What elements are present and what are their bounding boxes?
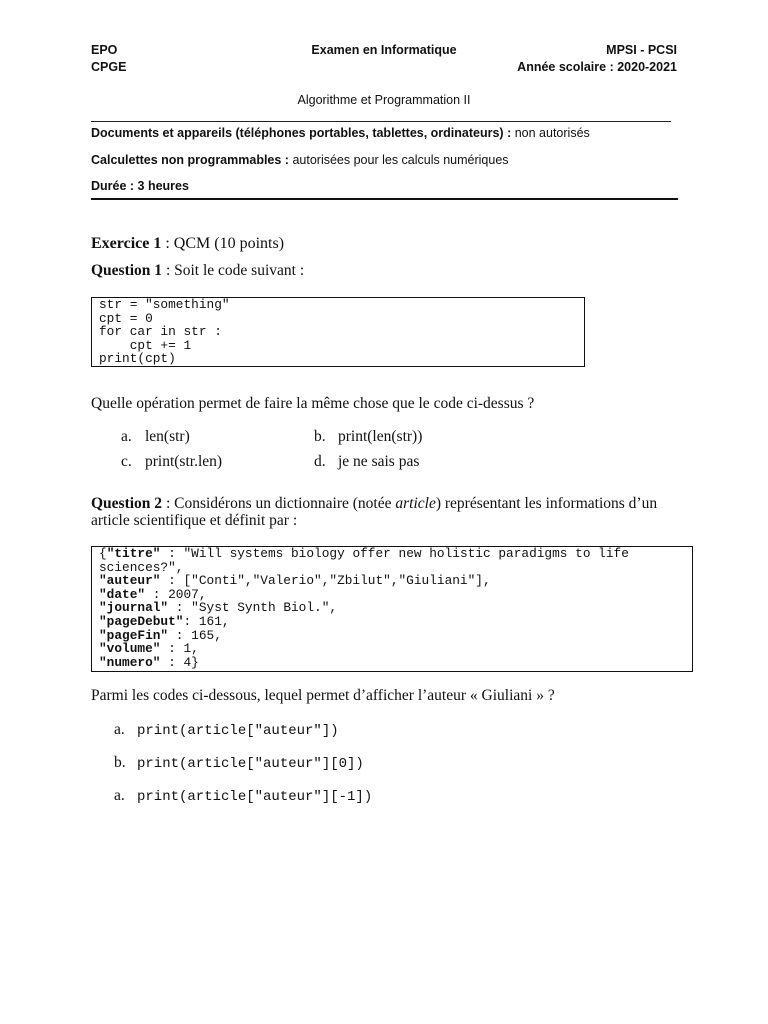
question1-prompt: Quelle opération permet de faire la même chose que le code ci-dessus ? <box>91 395 535 412</box>
code-key: "pageDebut" <box>99 613 184 629</box>
code-key: "date" <box>99 586 146 602</box>
question1-text: : Soit le code suivant : <box>165 262 305 279</box>
option-letter: c. <box>121 453 132 470</box>
question2-prompt: Parmi les codes ci-dessous, lequel permet d’afficher l’auteur « Giuliani » ? <box>91 687 555 704</box>
question2-label: Question 2 <box>91 495 163 512</box>
question1-option-b <box>314 428 422 446</box>
option-letter: a. <box>114 721 125 738</box>
code-key: "volume" <box>99 641 161 657</box>
classes-label: MPSI - PCSI <box>606 43 677 57</box>
option-letter: a. <box>114 787 125 804</box>
option-text: je ne sais pas <box>338 453 420 470</box>
question2-option-2 <box>114 754 364 773</box>
code-key: "auteur" <box>99 573 161 589</box>
option-code: print(article["auteur"][-1]) <box>137 789 373 805</box>
code-line: for car in str : <box>99 324 222 340</box>
question2-code-block <box>91 546 693 672</box>
code-value: : 165, <box>168 627 222 643</box>
question1-option-a <box>121 428 190 446</box>
header-divider <box>91 198 678 200</box>
code-value: : 4} <box>160 654 199 670</box>
code-line <box>99 574 692 588</box>
option-text: len(str) <box>145 428 190 445</box>
question2-option-3 <box>114 787 372 806</box>
code-line: cpt += 1 <box>99 337 192 353</box>
code-line <box>99 601 692 615</box>
question1-option-d <box>314 453 419 471</box>
code-value: : 2007, <box>145 586 207 602</box>
code-value: sciences?", <box>99 559 184 575</box>
question2-intro <box>91 495 657 529</box>
code-value: : 1, <box>160 641 199 657</box>
code-line <box>99 547 692 561</box>
option-letter: a. <box>121 428 132 445</box>
code-key: "titre" <box>106 546 161 561</box>
code-key: "pageFin" <box>99 627 169 643</box>
code-line <box>99 588 692 602</box>
option-code: print(article["auteur"]) <box>137 723 339 739</box>
option-code: print(article["auteur"][0]) <box>137 756 364 772</box>
calculators-rule-label: Calculettes non programmables : <box>91 153 289 167</box>
code-value: : 161, <box>183 613 230 629</box>
school-name: EPO <box>91 43 118 57</box>
option-text: print(len(str)) <box>338 428 423 445</box>
code-line: print(cpt) <box>99 351 176 367</box>
exam-title: Examen en Informatique <box>311 43 457 57</box>
question1-option-c <box>121 453 222 471</box>
question1-intro <box>91 262 304 280</box>
subject-title: Algorithme et Programmation II <box>297 93 471 107</box>
question2-text-before: : Considérons un dictionnaire (notée <box>165 495 392 512</box>
program-name: CPGE <box>91 60 127 74</box>
question1-code-block <box>91 297 585 367</box>
question2-option-1 <box>114 721 339 740</box>
code-value: : "Syst Synth Biol.", <box>168 600 338 616</box>
option-letter: b. <box>114 754 126 771</box>
code-value: : ["Conti","Valerio","Zbilut","Giuliani"], <box>160 573 491 589</box>
code-line <box>99 656 692 670</box>
calculators-rule-value: autorisées pour les calculs numériques <box>292 153 509 167</box>
option-letter: b. <box>314 428 326 445</box>
duration-rule: Durée : 3 heures <box>91 179 189 193</box>
question2-emphasis: article <box>395 495 436 512</box>
code-line <box>99 642 692 656</box>
underscore-divider <box>91 121 671 122</box>
code-line: cpt = 0 <box>99 310 153 326</box>
question1-label: Question 1 <box>91 262 163 279</box>
exercise-title: : QCM (10 points) <box>165 235 285 252</box>
exercise-heading <box>91 234 284 254</box>
exercise-label: Exercice 1 <box>91 235 162 252</box>
code-key: "journal" <box>99 600 169 616</box>
code-line: str = "something" <box>99 297 230 312</box>
documents-rule-label: Documents et appareils (téléphones portables, tablettes, ordinateurs) : <box>91 126 512 140</box>
school-year: Année scolaire : 2020-2021 <box>517 60 677 74</box>
documents-rule <box>91 125 590 141</box>
option-text: print(str.len) <box>145 453 223 470</box>
code-value: : "Will systems biology offer new holistic paradigms to life <box>160 546 629 561</box>
documents-rule-value: non autorisés <box>514 126 590 140</box>
option-letter: d. <box>314 453 326 470</box>
code-line <box>99 615 692 629</box>
question2-text-line2: article scientifique et définit par : <box>91 512 298 529</box>
code-brace: { <box>99 546 107 561</box>
calculators-rule <box>91 152 509 168</box>
code-key: "numero" <box>99 654 161 670</box>
code-line <box>99 629 692 643</box>
question2-text-after: ) représentant les informations d’un <box>435 495 658 512</box>
code-line <box>99 561 692 575</box>
